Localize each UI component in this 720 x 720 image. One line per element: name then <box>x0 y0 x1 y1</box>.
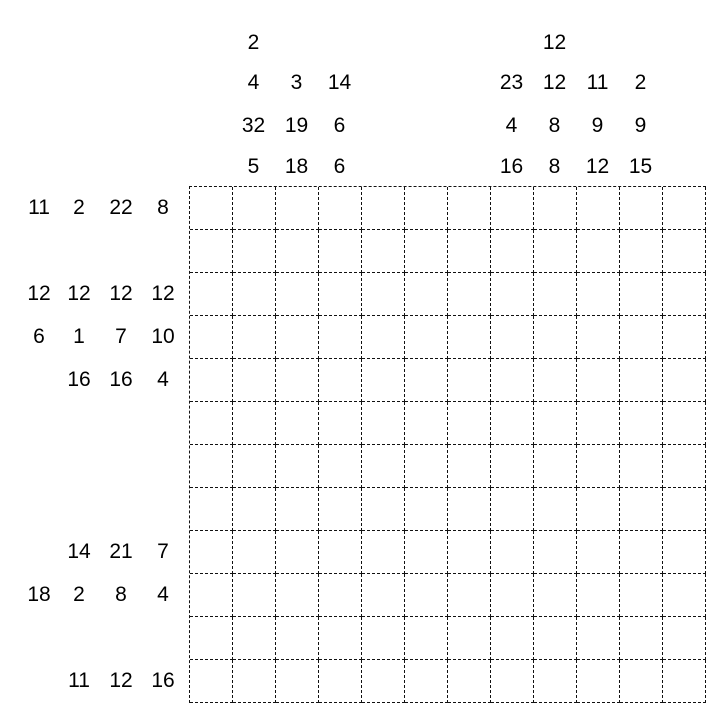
grid-cell[interactable] <box>620 660 663 703</box>
column-clue-number: 15 <box>628 155 653 178</box>
grid-cell[interactable] <box>405 531 448 574</box>
grid-cell[interactable] <box>190 488 233 531</box>
grid-cell[interactable] <box>620 402 663 445</box>
grid-cell[interactable] <box>362 402 405 445</box>
grid-cell[interactable] <box>663 402 706 445</box>
grid-cell[interactable] <box>491 187 534 230</box>
row-clue-number: 14 <box>67 539 91 563</box>
grid-cell[interactable] <box>190 617 233 660</box>
grid-cell[interactable] <box>405 187 448 230</box>
grid-cell[interactable] <box>491 574 534 617</box>
grid-cell[interactable] <box>448 230 491 273</box>
grid-cell[interactable] <box>534 230 577 273</box>
row-clue-number: 1 <box>73 324 85 348</box>
grid-cell[interactable] <box>233 445 276 488</box>
grid-cell[interactable] <box>233 402 276 445</box>
grid-cell[interactable] <box>319 445 362 488</box>
grid-cell[interactable] <box>491 445 534 488</box>
grid-cell[interactable] <box>405 402 448 445</box>
grid-cell[interactable] <box>491 230 534 273</box>
grid-cell[interactable] <box>405 574 448 617</box>
grid-cell[interactable] <box>233 316 276 359</box>
grid-cell[interactable] <box>190 230 233 273</box>
column-clue-number: 6 <box>333 114 346 137</box>
grid-cell[interactable] <box>233 660 276 703</box>
grid-cell[interactable] <box>319 574 362 617</box>
grid-cell[interactable] <box>491 316 534 359</box>
grid-cell[interactable] <box>491 660 534 703</box>
row-clue-number: 16 <box>109 367 133 391</box>
grid-cell[interactable] <box>362 660 405 703</box>
column-clue-number: 14 <box>327 71 352 94</box>
row-clue-number: 12 <box>151 281 175 305</box>
column-clue-number: 8 <box>548 114 561 137</box>
grid-cell[interactable] <box>577 574 620 617</box>
grid-cell[interactable] <box>276 445 319 488</box>
grid-cell[interactable] <box>577 187 620 230</box>
grid-cell[interactable] <box>448 445 491 488</box>
column-clue-number: 16 <box>499 155 524 178</box>
grid-cell[interactable] <box>663 316 706 359</box>
grid-cell[interactable] <box>663 660 706 703</box>
grid-cell[interactable] <box>362 445 405 488</box>
grid-cell[interactable] <box>448 402 491 445</box>
grid-cell[interactable] <box>534 617 577 660</box>
grid-cell[interactable] <box>319 187 362 230</box>
grid-cell[interactable] <box>448 531 491 574</box>
grid-cell[interactable] <box>276 531 319 574</box>
grid-cell[interactable] <box>663 187 706 230</box>
grid-cell[interactable] <box>190 574 233 617</box>
grid-cell[interactable] <box>620 273 663 316</box>
grid-cell[interactable] <box>233 187 276 230</box>
row-clue-number: 2 <box>73 582 85 606</box>
grid-cell[interactable] <box>534 445 577 488</box>
row-clue-number: 8 <box>115 582 127 606</box>
grid-cell[interactable] <box>534 574 577 617</box>
column-clue-number: 11 <box>586 71 609 94</box>
grid-cell[interactable] <box>190 531 233 574</box>
grid-cell[interactable] <box>448 574 491 617</box>
grid-cell[interactable] <box>491 531 534 574</box>
grid-cell[interactable] <box>319 230 362 273</box>
row-clue-number: 2 <box>73 195 85 219</box>
grid-cell[interactable] <box>405 617 448 660</box>
row-clue-number: 7 <box>115 324 127 348</box>
grid-cell[interactable] <box>190 445 233 488</box>
grid-cell[interactable] <box>362 359 405 402</box>
grid-cell[interactable] <box>276 660 319 703</box>
column-clue-number: 32 <box>241 114 266 137</box>
grid-cell[interactable] <box>577 359 620 402</box>
grid-cell[interactable] <box>663 488 706 531</box>
grid-cell[interactable] <box>491 273 534 316</box>
row-clue-number: 16 <box>67 367 91 391</box>
row-clue-number: 12 <box>67 281 91 305</box>
grid-cell[interactable] <box>190 273 233 316</box>
grid-cell[interactable] <box>276 316 319 359</box>
grid-cell[interactable] <box>534 187 577 230</box>
grid-cell[interactable] <box>190 660 233 703</box>
row-clue-number: 6 <box>33 324 45 348</box>
grid-cell[interactable] <box>620 230 663 273</box>
grid-cell[interactable] <box>319 316 362 359</box>
grid-cell[interactable] <box>577 316 620 359</box>
grid-cell[interactable] <box>190 316 233 359</box>
grid-cell[interactable] <box>491 617 534 660</box>
row-clue-number: 8 <box>157 195 169 219</box>
grid-cell[interactable] <box>233 574 276 617</box>
grid-cell[interactable] <box>663 445 706 488</box>
grid-cell[interactable] <box>620 445 663 488</box>
grid-cell[interactable] <box>276 488 319 531</box>
grid-cell[interactable] <box>577 445 620 488</box>
grid-cell[interactable] <box>319 531 362 574</box>
grid-cell[interactable] <box>448 359 491 402</box>
grid-cell[interactable] <box>362 531 405 574</box>
grid-cell[interactable] <box>405 660 448 703</box>
grid-cell[interactable] <box>534 273 577 316</box>
grid-cell[interactable] <box>362 574 405 617</box>
grid-cell[interactable] <box>534 316 577 359</box>
grid-cell[interactable] <box>319 617 362 660</box>
grid-cell[interactable] <box>276 617 319 660</box>
grid-cell[interactable] <box>534 660 577 703</box>
column-clue-number: 8 <box>548 155 561 178</box>
grid-cell[interactable] <box>319 488 362 531</box>
grid-cell[interactable] <box>577 660 620 703</box>
row-clue-number: 10 <box>151 324 175 348</box>
row-clue-number: 12 <box>109 668 133 692</box>
grid-cell[interactable] <box>577 488 620 531</box>
grid-cell[interactable] <box>534 359 577 402</box>
grid-cell[interactable] <box>620 488 663 531</box>
grid-cell[interactable] <box>663 574 706 617</box>
grid-cell[interactable] <box>577 402 620 445</box>
grid-cell[interactable] <box>276 574 319 617</box>
grid-cell[interactable] <box>663 617 706 660</box>
row-clue-number: 18 <box>27 582 51 606</box>
grid-cell[interactable] <box>534 488 577 531</box>
grid-cell[interactable] <box>491 488 534 531</box>
column-clue-number: 18 <box>284 155 309 178</box>
column-clue-number: 6 <box>333 155 346 178</box>
grid-cell[interactable] <box>190 187 233 230</box>
grid-cell[interactable] <box>276 273 319 316</box>
row-clue-number: 22 <box>109 195 133 219</box>
grid-cell[interactable] <box>319 402 362 445</box>
column-clue-number: 4 <box>505 114 518 137</box>
row-clue-number: 21 <box>109 539 133 563</box>
grid-cell[interactable] <box>534 402 577 445</box>
row-clue-number: 11 <box>68 668 90 692</box>
column-clue-number: 5 <box>247 155 260 178</box>
grid-cell[interactable] <box>319 660 362 703</box>
column-clue-number: 19 <box>284 114 309 137</box>
grid-cell[interactable] <box>276 402 319 445</box>
grid-cell[interactable] <box>362 230 405 273</box>
column-clue-number: 9 <box>634 114 647 137</box>
grid-cell[interactable] <box>405 359 448 402</box>
grid-cell[interactable] <box>405 488 448 531</box>
grid-cell[interactable] <box>190 359 233 402</box>
row-clue-number: 16 <box>151 668 175 692</box>
grid-cell[interactable] <box>233 359 276 402</box>
grid-cell[interactable] <box>491 402 534 445</box>
column-clue-number: 12 <box>542 31 567 54</box>
row-clue-number: 4 <box>157 367 169 391</box>
row-clue-number: 12 <box>109 281 133 305</box>
column-clue-number: 23 <box>499 71 524 94</box>
grid-cell[interactable] <box>620 187 663 230</box>
grid-cell[interactable] <box>233 531 276 574</box>
column-clue-number: 12 <box>585 155 610 178</box>
grid-cell[interactable] <box>577 617 620 660</box>
grid-cell[interactable] <box>577 230 620 273</box>
grid-cell[interactable] <box>663 230 706 273</box>
grid-cell[interactable] <box>405 273 448 316</box>
row-clue-number: 4 <box>157 582 169 606</box>
grid-cell[interactable] <box>405 445 448 488</box>
grid-cell[interactable] <box>534 531 577 574</box>
grid-cell[interactable] <box>319 359 362 402</box>
grid-cell[interactable] <box>276 187 319 230</box>
grid-cell[interactable] <box>620 316 663 359</box>
row-clue-number: 11 <box>28 195 50 219</box>
grid-cell[interactable] <box>362 187 405 230</box>
nonogram-grid[interactable] <box>189 186 706 703</box>
grid-cell[interactable] <box>448 617 491 660</box>
grid-cell[interactable] <box>620 574 663 617</box>
column-clue-number: 2 <box>247 31 260 54</box>
grid-cell[interactable] <box>233 230 276 273</box>
grid-cell[interactable] <box>362 273 405 316</box>
grid-cell[interactable] <box>663 273 706 316</box>
grid-cell[interactable] <box>190 402 233 445</box>
grid-cell[interactable] <box>491 359 534 402</box>
column-clue-number: 12 <box>542 71 567 94</box>
grid-cell[interactable] <box>448 187 491 230</box>
grid-cell[interactable] <box>620 531 663 574</box>
grid-cell[interactable] <box>319 273 362 316</box>
grid-cell[interactable] <box>362 617 405 660</box>
row-clue-number: 7 <box>157 539 169 563</box>
grid-cell[interactable] <box>276 230 319 273</box>
grid-cell[interactable] <box>448 660 491 703</box>
grid-cell[interactable] <box>233 488 276 531</box>
grid-cell[interactable] <box>620 359 663 402</box>
row-clue-number: 12 <box>27 281 51 305</box>
grid-cell[interactable] <box>233 617 276 660</box>
grid-cell[interactable] <box>577 531 620 574</box>
grid-cell[interactable] <box>663 531 706 574</box>
grid-cell[interactable] <box>448 316 491 359</box>
column-clue-number: 2 <box>634 71 647 94</box>
grid-cell[interactable] <box>362 488 405 531</box>
grid-cell[interactable] <box>663 359 706 402</box>
column-clue-number: 9 <box>591 114 604 137</box>
column-clue-number: 3 <box>290 71 303 94</box>
grid-cell[interactable] <box>233 273 276 316</box>
grid-cell[interactable] <box>405 230 448 273</box>
column-clue-number: 4 <box>247 71 260 94</box>
grid-cell[interactable] <box>405 316 448 359</box>
grid-cell[interactable] <box>448 273 491 316</box>
grid-cell[interactable] <box>448 488 491 531</box>
grid-cell[interactable] <box>276 359 319 402</box>
grid-cell[interactable] <box>620 617 663 660</box>
grid-cell[interactable] <box>362 316 405 359</box>
grid-cell[interactable] <box>577 273 620 316</box>
